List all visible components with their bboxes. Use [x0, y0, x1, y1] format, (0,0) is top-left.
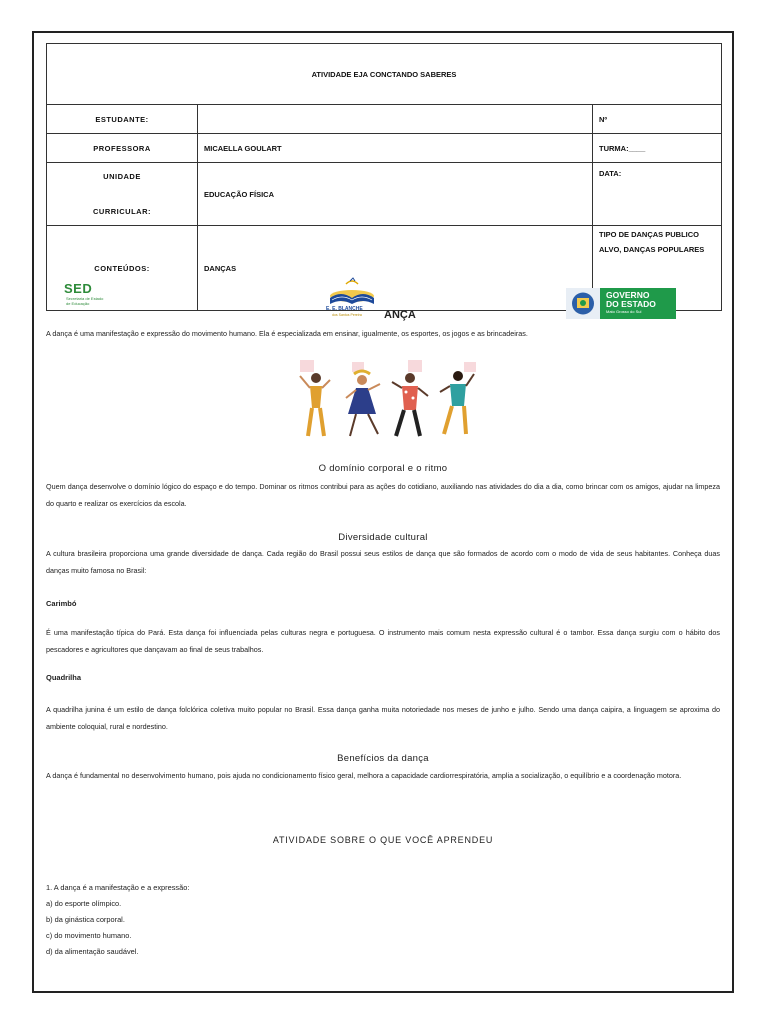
page-heading: ANÇA [384, 309, 416, 321]
governo-line-2: DO ESTADO [606, 299, 656, 309]
carimbo-text: É uma manifestação típica do Pará. Esta dança foi influenciada pelas culturas negra e portuguesa. O instrumento mais comum nesta expressão cultural é o tambor. Essa dança surgiu com o hábito dos pescadores e agricultores que dançavam ao final de seus trabalhos. [46, 628, 720, 654]
curricular-unit-label [47, 163, 198, 226]
question-1-option-c[interactable]: c) do movimento humano. [46, 931, 132, 940]
intro-paragraph: A dança é uma manifestação e expressão do movimento humano. Ela é especializada em ensinar, igualmente, os esportes, os jogos e as brincadeiras. [46, 329, 528, 338]
header-table [46, 43, 722, 311]
curricular-unit-line-1: UNIDADE [103, 172, 141, 181]
student-label: ESTUDANTE: [47, 105, 198, 134]
section-title-diversidade: Diversidade cultural [338, 532, 428, 543]
dance-types-line-2: ALVO, DANÇAS POPULARES [599, 245, 705, 254]
section-text-corporal: Quem dança desenvolve o domínio lógico do espaço e do tempo. Dominar os ritmos contribui para as ações do cotidiano, auxiliando nas atividades do dia a dia, como brincar com os amigos, ajudar na limpeza do quarto e realizar os exercícios da escola. [46, 482, 720, 508]
governo-logo [566, 288, 676, 319]
question-1-option-b[interactable]: b) da ginástica corporal. [46, 915, 125, 924]
carimbo-title: Carimbó [46, 599, 77, 608]
activity-title: ATIVIDADE SOBRE O QUE VOCÊ APRENDEU [272, 835, 494, 845]
governo-sub: Mato Grosso do Sul [606, 309, 642, 314]
sed-logo-sub-1: Secretaria de Estado [66, 296, 104, 301]
student-field[interactable] [198, 105, 593, 134]
number-label: Nº [593, 105, 722, 134]
dancers-illustration [288, 358, 480, 446]
question-1-option-a[interactable]: a) do esporte olímpico. [46, 899, 122, 908]
dance-types-line-1: TIPO DE DANÇAS PUBLICO [599, 230, 700, 239]
header-title: ATIVIDADE EJA CONCTANDO SABERES [47, 44, 722, 105]
quadrilha-text: A quadrilha junina é um estilo de dança folclórica coletiva muito popular no Brasil. Essa dança ganha muita notoriedade nos meses de junho e julho. Sendo uma dança caipira, a linguagem se aproxima do ambiente coloquial, rural e nordestino. [46, 705, 720, 731]
curricular-unit-value: EDUCAÇÃO FÍSICA [198, 163, 593, 226]
question-1-option-d[interactable]: d) da alimentação saudável. [46, 947, 139, 956]
quadrilha-title: Quadrilha [46, 673, 82, 682]
teacher-value: MICAELLA GOULART [198, 134, 593, 163]
governo-line-1: GOVERNO [606, 290, 650, 300]
curricular-unit-line-2: CURRICULAR: [93, 207, 151, 216]
sed-logo-sub-2: de Educação [66, 301, 90, 306]
section-title-corporal: O domínio corporal e o ritmo [318, 463, 448, 474]
school-sub: dos Santos Pereira [332, 313, 362, 317]
date-label: DATA: [593, 163, 722, 226]
sed-logo [64, 282, 128, 306]
question-1 [46, 880, 189, 960]
contents-value: DANÇAS [198, 226, 593, 311]
beneficios-text: A dança é fundamental no desenvolvimento humano, pois ajuda no condicionamento físico geral, melhora a capacidade cardiorrespiratória, amplia a socialização, o equilíbrio e a coordenação motora. [46, 771, 682, 780]
question-1-text: 1. A dança é a manifestação e a expressão: [46, 883, 190, 892]
school-name: E. E. BLANCHE [326, 306, 363, 312]
section-text-diversidade: A cultura brasileira proporciona uma grande diversidade de dança. Cada região do Brasil possui seus estilos de dança que são formados de acordo com o modo de vida de seus habitantes. Conheça duas danças muito famosa no Brasil: [46, 549, 720, 575]
teacher-label: PROFESSORA [47, 134, 198, 163]
contents-label: CONTEÚDOS: [47, 226, 198, 311]
sed-logo-text: SED [64, 281, 93, 296]
class-label: TURMA:____ [593, 134, 722, 163]
beneficios-title: Benefícios da dança [337, 753, 429, 764]
